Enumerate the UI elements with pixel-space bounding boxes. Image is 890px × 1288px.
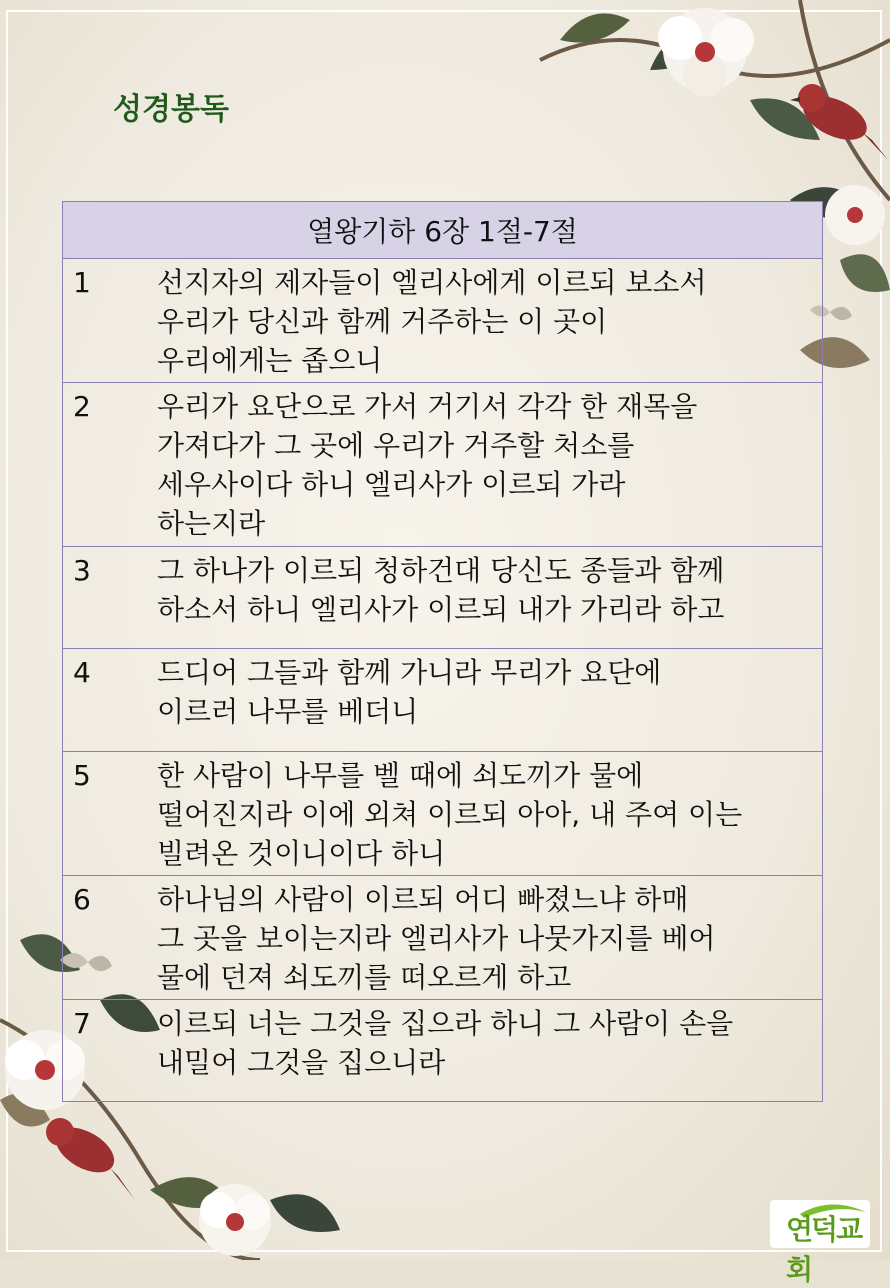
verse-row	[63, 876, 823, 1000]
verse-number: 4	[63, 649, 158, 752]
verse-number: 3	[63, 547, 158, 649]
verse-number: 1	[63, 259, 158, 383]
verse-row	[63, 752, 823, 876]
verse-row	[63, 547, 823, 649]
verse-text: 드디어 그들과 함께 가니라 무리가 요단에 이르러 나무를 베더니	[157, 649, 823, 752]
verse-text: 하나님의 사람이 이르되 어디 빠졌느냐 하매 그 곳을 보이는지라 엘리사가 나뭇가지를 베어 물에 던져 쇠도끼를 떠오르게 하고	[157, 876, 823, 1000]
verse-text: 선지자의 제자들이 엘리사에게 이르되 보소서 우리가 당신과 함께 거주하는 이 곳이 우리에게는 좁으니	[157, 259, 823, 383]
page-title: 성경봉독	[113, 92, 229, 127]
verse-number: 6	[63, 876, 158, 1000]
church-logo	[770, 1200, 870, 1286]
verse-row	[63, 1000, 823, 1102]
verse-row	[63, 383, 823, 547]
scripture-reading-table	[62, 201, 823, 1102]
verse-text: 우리가 요단으로 가서 거기서 각각 한 재목을 가져다가 그 곳에 우리가 거주할 처소를 세우사이다 하니 엘리사가 이르되 가라 하는지라	[157, 383, 823, 547]
verse-number: 5	[63, 752, 158, 876]
church-logo-text: 연덕교회	[786, 1213, 862, 1286]
passage-header: 열왕기하 6장 1절-7절	[63, 202, 823, 259]
verse-number: 7	[63, 1000, 158, 1102]
verse-number: 2	[63, 383, 158, 547]
verse-text: 한 사람이 나무를 벨 때에 쇠도끼가 물에 떨어진지라 이에 외쳐 이르되 아아, 내 주여 이는 빌려온 것이니이다 하니	[157, 752, 823, 876]
verse-row	[63, 649, 823, 752]
verse-text: 이르되 너는 그것을 집으라 하니 그 사람이 손을 내밀어 그것을 집으니라	[157, 1000, 823, 1102]
verse-row	[63, 259, 823, 383]
verse-text: 그 하나가 이르되 청하건대 당신도 종들과 함께 하소서 하니 엘리사가 이르되 내가 가리라 하고	[157, 547, 823, 649]
